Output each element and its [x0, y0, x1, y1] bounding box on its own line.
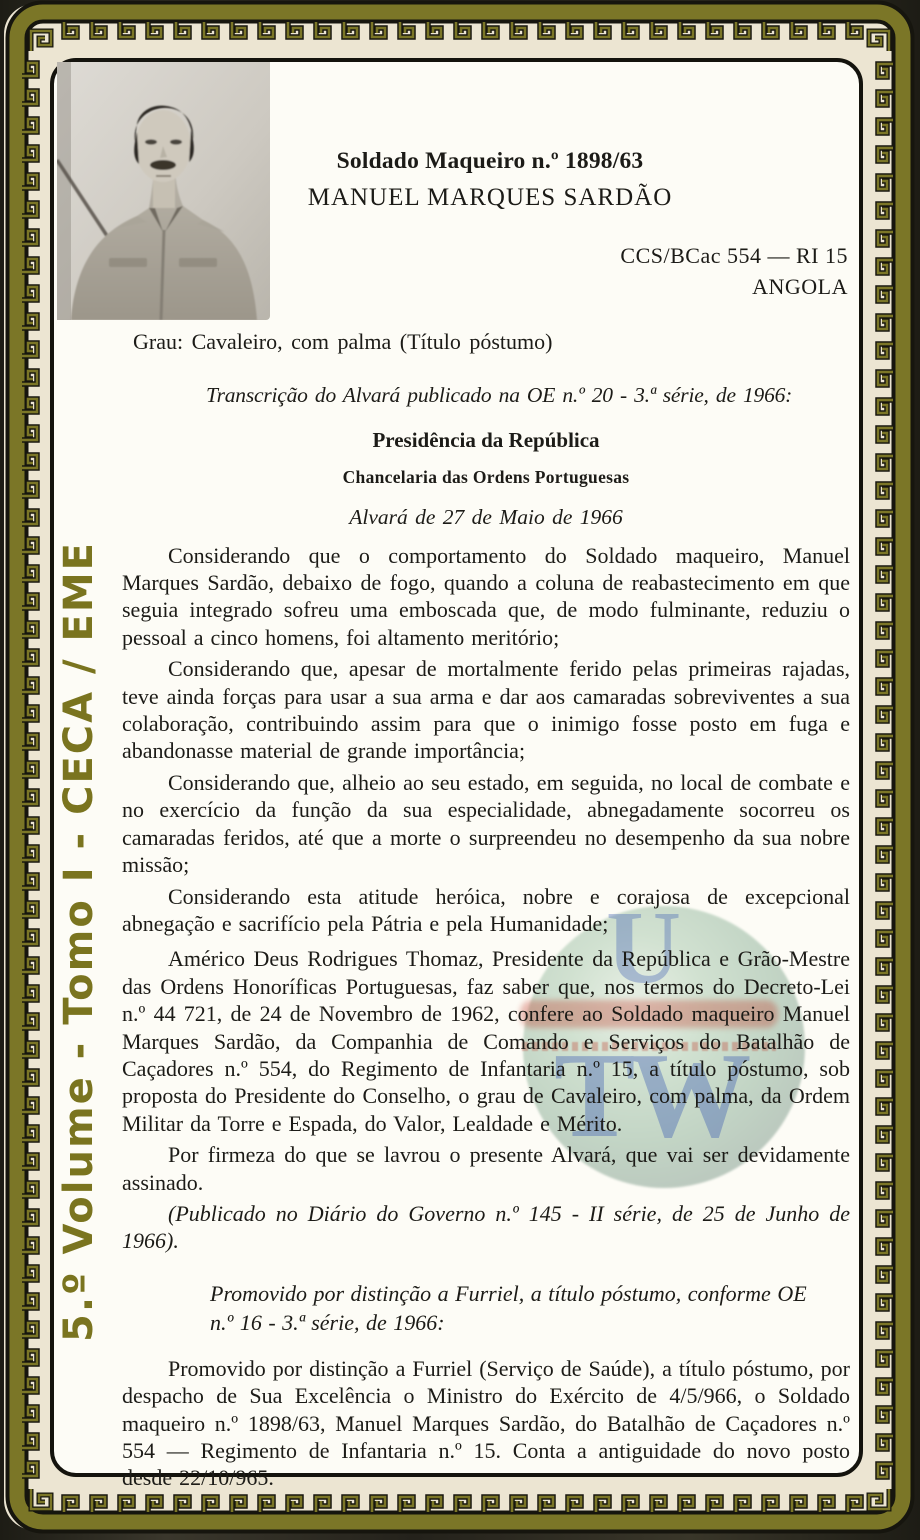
unit-line: CCS/BCac 554 — RI 15: [620, 243, 848, 268]
watermark-letters-tw: TW: [554, 1028, 746, 1163]
paragraph-considerando-2: Considerando que, apesar de mortalmente ferido pelas primeiras rajadas, teve ainda forças para usar a sua arma e dar aos camaradas sobreviventes a sua colaboração, contribuindo assim para que o inimigo fosse posto em fuga e abandonasse material de grande importância;: [122, 656, 850, 764]
paragraph-promotion-note: Promovido por distinção a Furriel, a título póstumo, conforme OE n.º 16 - 3.ª série, de 1966:: [210, 1280, 807, 1335]
decree-heading: Alvará de 27 de Maio de 1966: [349, 505, 623, 530]
unit-block: [600, 240, 848, 302]
paragraph-firmeza: Por firmeza do que se lavrou o presente Alvará, que vai ser devidamente assinado.: [122, 1142, 850, 1195]
transcript-body: [122, 382, 850, 1496]
soldier-photo: [57, 62, 270, 320]
paragraph-considerando-4: Considerando esta atitude heróica, nobre e corajosa de excepcional abnegação e sacrifício pela Pátria e pela Humanidade;: [122, 883, 850, 936]
content-panel: [50, 58, 863, 1491]
paragraph-conferral: Américo Deus Rodrigues Thomaz, Presidente da República e Grão-Mestre das Ordens Honoríficas Portuguesas, faz saber que, nos termos do Decreto-Lei n.º 44 721, de 24 de Novembro de 1962, confere ao Soldado maqueiro Manuel Marques Sardão, da Companhia de Comando e Serviços do Batalhão de Caçadores n.º 554, do Regimento de Infantaria n.º 15, a título póstumo, sob proposta do Presidente do Conselho, o grau de Cavaleiro, com palma, da Ordem Militar da Torre e Espada, do Valor, Lealdade e Mérito.: [122, 946, 850, 1136]
transcript-intro: Transcrição do Alvará publicado na OE n.º 20 - 3.ª série, de 1966:: [206, 383, 793, 407]
spine-volume-label: 5.º Volume - Tomo I - CECA / EME: [56, 541, 102, 1342]
paragraph-considerando-3: Considerando que, alheio ao seu estado, em seguida, no local de combate e no exercício da função da sua especialidade, abnegadamente socorreu os camaradas feridos, até que a morte o surpreendeu no desempenho da sua nobre missão;: [122, 769, 850, 878]
soldier-name: MANUEL MARQUES SARDÃO: [307, 184, 673, 211]
org-subheading: Chancelaria das Ordens Portuguesas: [342, 466, 630, 487]
org-heading: Presidência da República: [372, 428, 600, 453]
grade-line: Grau: Cavaleiro, com palma (Título póstumo): [133, 329, 553, 354]
watermark-letter-u: U: [606, 890, 682, 1005]
document-title: Soldado Maqueiro n.º 1898/63: [336, 148, 644, 174]
theatre-line: ANGOLA: [752, 274, 848, 299]
paragraph-considerando-1: Considerando que o comportamento do Soldado maqueiro, Manuel Marques Sardão, debaixo de fogo, quando a coluna de reabastecimento em que seguia integrado sofreu uma emboscada que, de modo fulminante, reduziu o pessoal a cinco homens, foi altamento meritório;: [122, 542, 850, 650]
paragraph-promotion: Promovido por distinção a Furriel (Serviço de Saúde), a título póstumo, por despacho de Sua Excelência o Ministro do Exército de 4/5/966, o Soldado maqueiro n.º 1898/63, Manuel Marques Sardão, do Batalhão de Caçadores n.º 554 — Regimento de Infantaria n.º 15. Conta a antiguidade do novo posto desde 22/10/965.: [122, 1355, 850, 1491]
paragraph-publication: (Publicado no Diário do Governo n.º 145 - II série, de 25 de Junho de 1966).: [122, 1200, 850, 1254]
